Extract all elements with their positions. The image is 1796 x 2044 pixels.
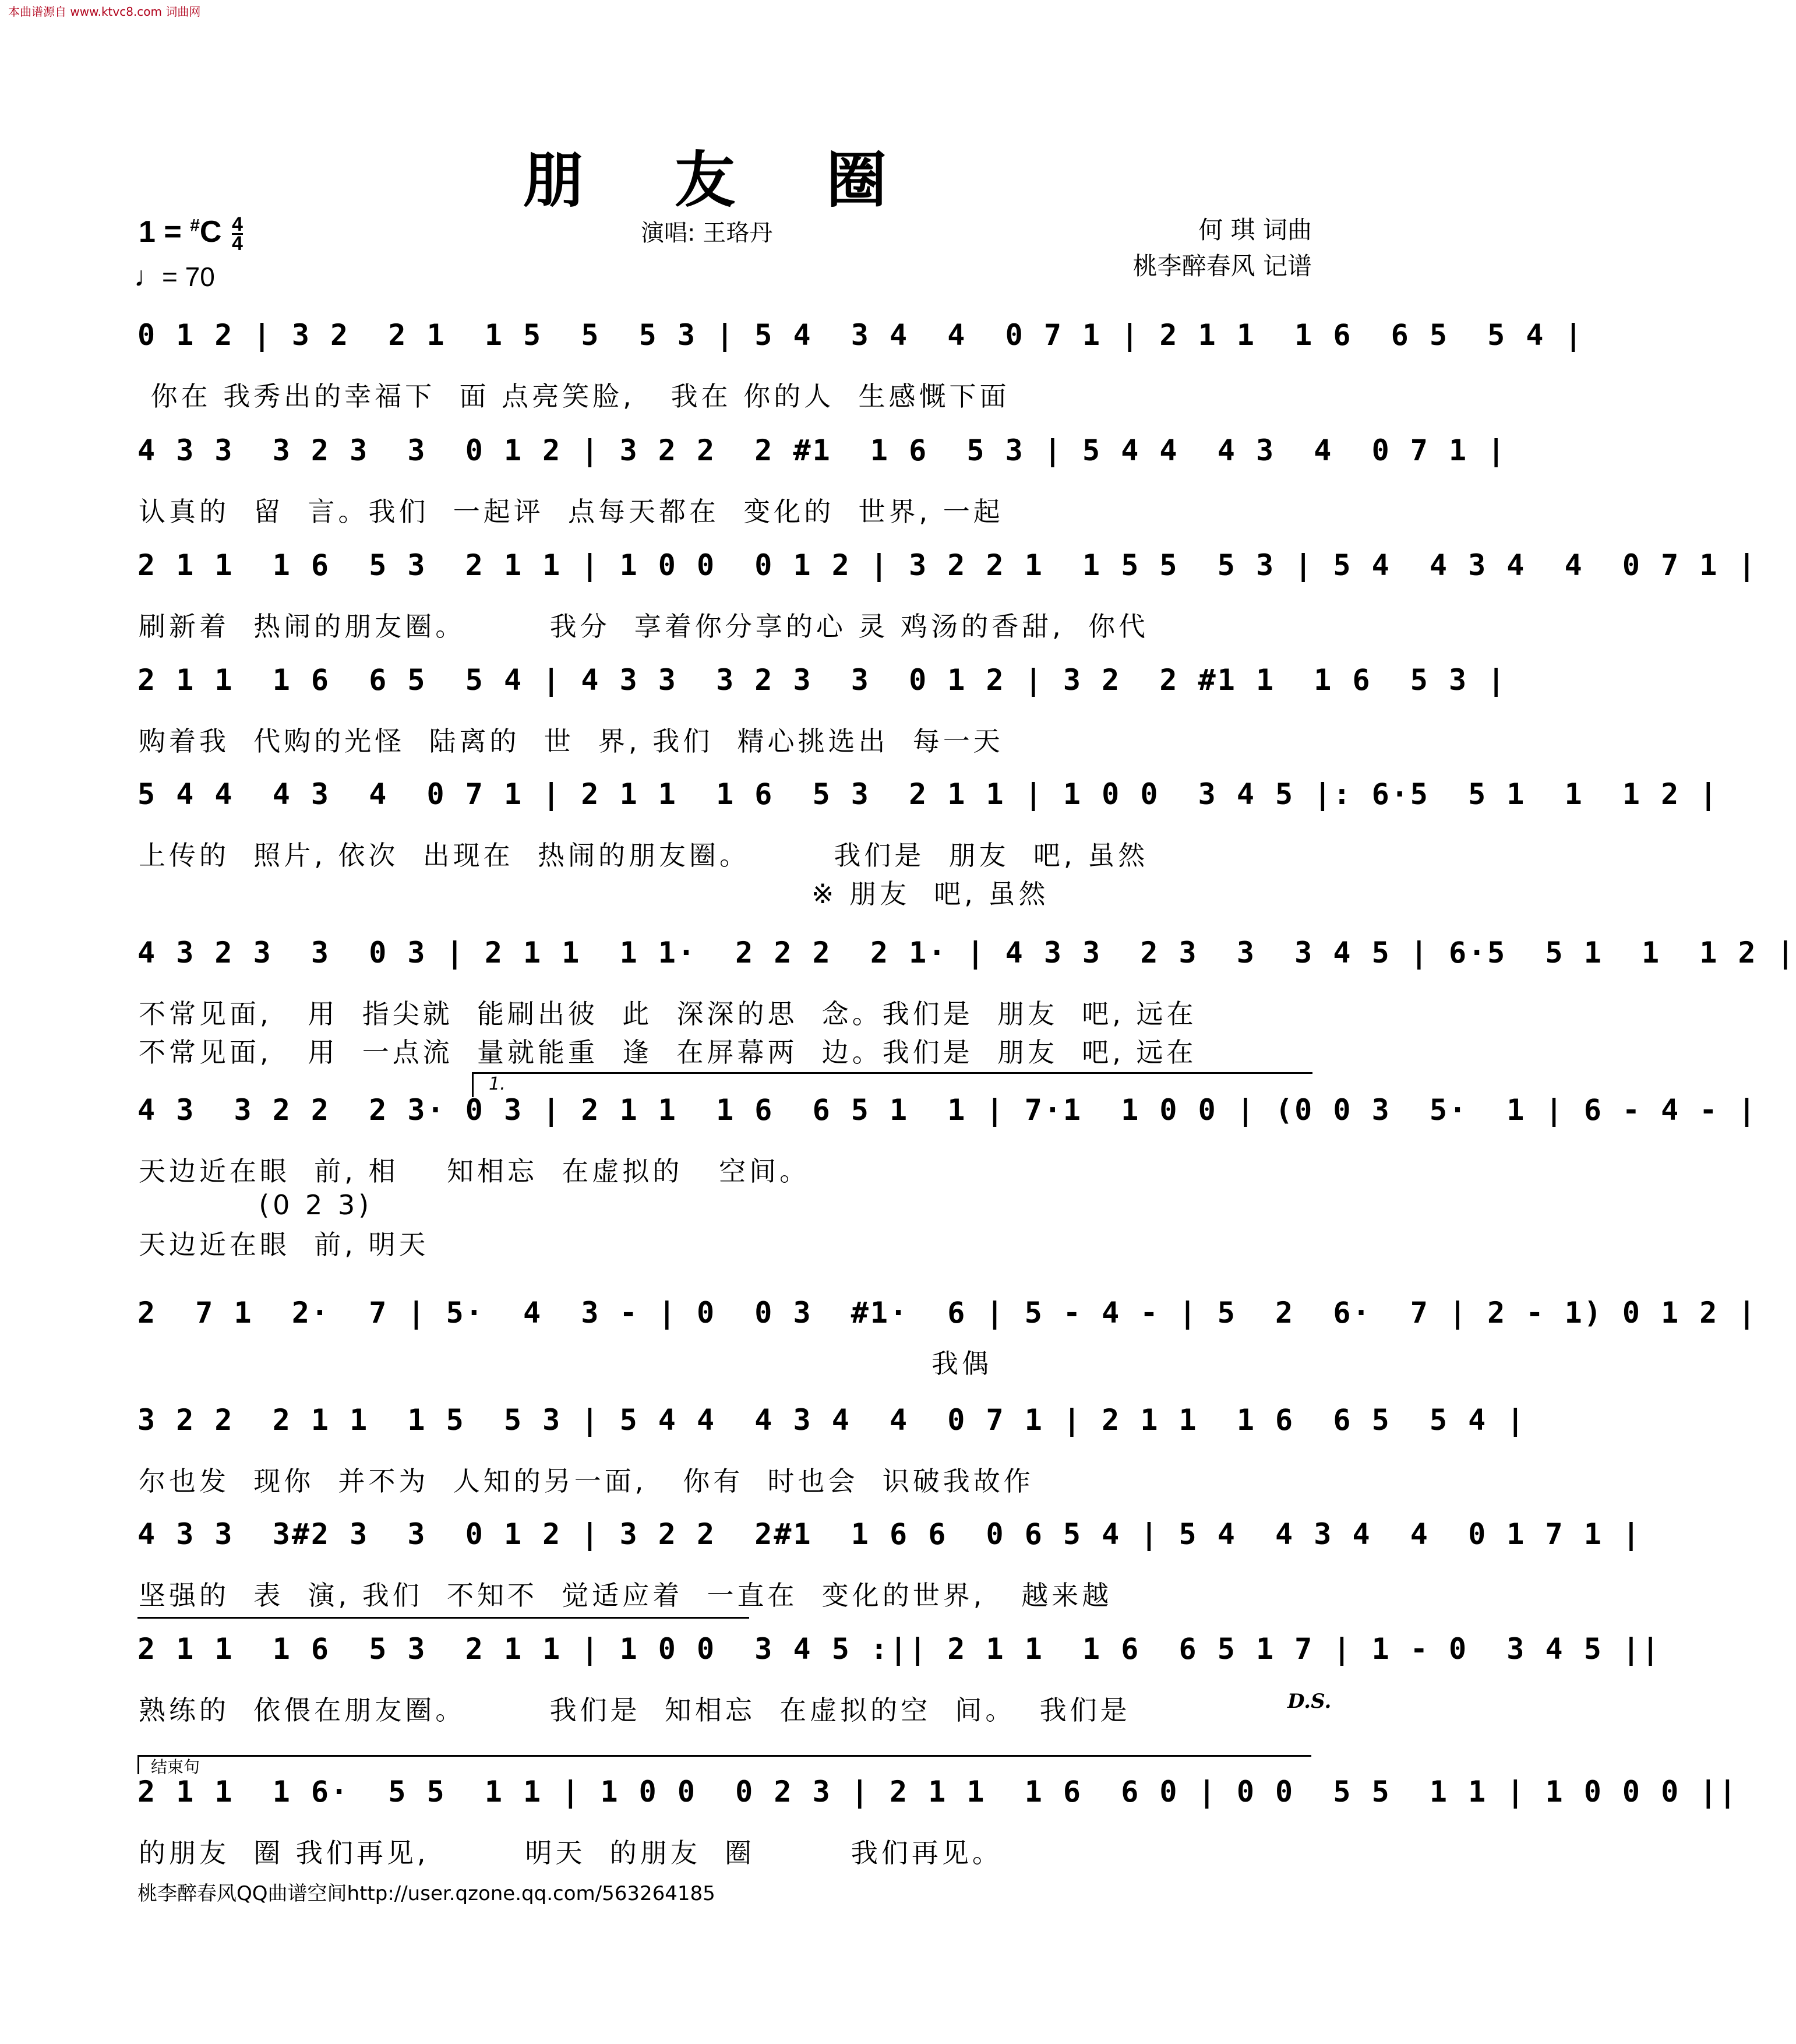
key-sharp: # <box>190 216 200 235</box>
score-row <box>137 932 1796 979</box>
score-row <box>137 1514 1642 1560</box>
jianpu-notes: 4 3 3 2 2 2 3· 0 3 | 2 1 1 1 6 6 5 1 1 | 7·1 1 0 0 | (0 0 3 5· 1 | 6 - 4 - | <box>137 1093 1758 1127</box>
coda-label: 结束句 <box>151 1757 200 1777</box>
time-bottom: 4 <box>232 232 243 255</box>
composer-credit: 何 琪 词曲 <box>1198 216 1312 244</box>
jianpu-notes: 4 3 3 3 2 3 3 0 1 2 | 3 2 2 2 #1 1 6 5 3 | 5 4 4 4 3 4 0 7 1 | <box>137 434 1507 467</box>
lyric-line: 的朋友 圈 我们再见, 明天 的朋友 圈 我们再见。 <box>139 1837 1003 1869</box>
score-row <box>137 1292 1758 1339</box>
jianpu-notes: 0 1 2 | 3 2 2 1 1 5 5 5 3 | 5 4 3 4 4 0 7 1 | 2 1 1 1 6 6 5 5 4 | <box>137 318 1584 352</box>
lyric-line: 尔也发 现你 并不为 人知的另一面, 你有 时也会 识破我故作 <box>139 1465 1034 1497</box>
coda-bracket <box>137 1755 1311 1777</box>
lyric-line: 坚强的 表 演, 我们 不知不 觉适应着 一直在 变化的世界, 越来越 <box>139 1580 1113 1611</box>
key-signature <box>139 214 221 249</box>
tempo-value: = 70 <box>162 262 215 292</box>
score-row <box>137 430 1507 477</box>
score-row <box>137 1400 1526 1446</box>
tempo-mark <box>134 261 215 293</box>
jianpu-notes: 2 1 1 1 6· 5 5 1 1 | 1 0 0 0 2 3 | 2 1 1 1 6 6 0 | 0 0 5 5 1 1 | 1 0 0 0 || <box>137 1775 1738 1809</box>
transcriber-credit: 桃李醉春风 记谱 <box>1132 252 1312 280</box>
lyric-line: (0 2 3) <box>139 1189 373 1221</box>
lyric-line: 不常见面, 用 一点流 量就能重 逢 在屏幕两 边。我们是 朋友 吧, 远在 <box>139 1037 1197 1068</box>
key-prefix: 1 = <box>139 215 190 249</box>
repeat-bracket-line <box>137 1617 749 1619</box>
footer-link: 桃李醉春风QQ曲谱空间http://user.qzone.qq.com/563264185 <box>137 1882 715 1905</box>
score-row <box>137 315 1584 361</box>
score-row <box>137 774 1719 820</box>
ds-mark: D.S. <box>1287 1690 1332 1713</box>
lyric-line: 刷新着 热闹的朋友圈。 我分 享着你分享的心 灵 鸡汤的香甜, 你代 <box>139 611 1149 642</box>
jianpu-notes: 4 3 2 3 3 0 3 | 2 1 1 1 1· 2 2 2 2 1· | 4 3 3 2 3 3 3 4 5 | 6·5 5 1 1 1 2 | <box>137 936 1796 970</box>
jianpu-notes: 4 3 3 3#2 3 3 0 1 2 | 3 2 2 2#1 1 6 6 0 6 5 4 | 5 4 4 3 4 4 0 1 7 1 | <box>137 1517 1642 1551</box>
jianpu-notes: 2 1 1 1 6 5 3 2 1 1 | 1 0 0 3 4 5 :|| 2 1 1 1 6 6 5 1 7 | 1 - 0 3 4 5 || <box>137 1632 1661 1666</box>
score-row <box>137 1771 1738 1818</box>
lyric-line: 不常见面, 用 指尖就 能刷出彼 此 深深的思 念。我们是 朋友 吧, 远在 <box>139 998 1197 1030</box>
lyric-line: 熟练的 依偎在朋友圈。 我们是 知相忘 在虚拟的空 间。 我们是 <box>139 1694 1131 1726</box>
jianpu-notes: 3 2 2 2 1 1 1 5 5 3 | 5 4 4 4 3 4 4 0 7 1 | 2 1 1 1 6 6 5 5 4 | <box>137 1403 1526 1437</box>
lyric-line: 认真的 留 言。我们 一起评 点每天都在 变化的 世界, 一起 <box>139 496 1004 527</box>
jianpu-notes: 2 1 1 1 6 6 5 5 4 | 4 3 3 3 2 3 3 0 1 2 | 3 2 2 #1 1 1 6 5 3 | <box>137 663 1507 697</box>
quarter-note-icon: ♩ <box>134 262 162 292</box>
lyric-line: 我偶 <box>139 1348 993 1379</box>
volta-bracket <box>472 1072 1312 1097</box>
score-row <box>137 545 1758 591</box>
song-title: 朋 友 圈 <box>523 144 922 216</box>
time-signature <box>232 213 243 255</box>
score-row <box>137 1629 1661 1675</box>
jianpu-notes: 5 4 4 4 3 4 0 7 1 | 2 1 1 1 6 5 3 2 1 1 | 1 0 0 3 4 5 |: 6·5 5 1 1 1 2 | <box>137 777 1719 811</box>
key-note: C <box>199 215 222 249</box>
lyric-line: 购着我 代购的光怪 陆离的 世 界, 我们 精心挑选出 每一天 <box>139 725 1004 757</box>
volta-label: 1. <box>489 1074 506 1094</box>
singer-credit: 演唱: 王珞丹 <box>641 220 773 246</box>
jianpu-notes: 2 1 1 1 6 5 3 2 1 1 | 1 0 0 0 1 2 | 3 2 2 1 1 5 5 5 3 | 5 4 4 3 4 4 0 7 1 | <box>137 548 1758 582</box>
lyric-line: 天边近在眼 前, 相 知相忘 在虚拟的 空间。 <box>139 1155 810 1187</box>
jianpu-notes: 2 7 1 2· 7 | 5· 4 3 - | 0 0 3 #1· 6 | 5 - 4 - | 5 2 6· 7 | 2 - 1) 0 1 2 | <box>137 1296 1758 1330</box>
credits <box>1133 212 1312 284</box>
lyric-line: 上传的 照片, 依次 出现在 热闹的朋友圈。 我们是 朋友 吧, 虽然 <box>139 840 1149 871</box>
lyric-line: 天边近在眼 前, 明天 <box>139 1229 429 1260</box>
score-row <box>137 660 1507 706</box>
lyric-line: ※ 朋友 吧, 虽然 <box>139 878 1049 910</box>
time-top: 4 <box>232 213 243 235</box>
source-watermark: 本曲谱源自 www.ktvc8.com 词曲网 <box>8 5 201 19</box>
lyric-line: 你在 我秀出的幸福下 面 点亮笑脸, 我在 你的人 生感慨下面 <box>139 380 1010 412</box>
